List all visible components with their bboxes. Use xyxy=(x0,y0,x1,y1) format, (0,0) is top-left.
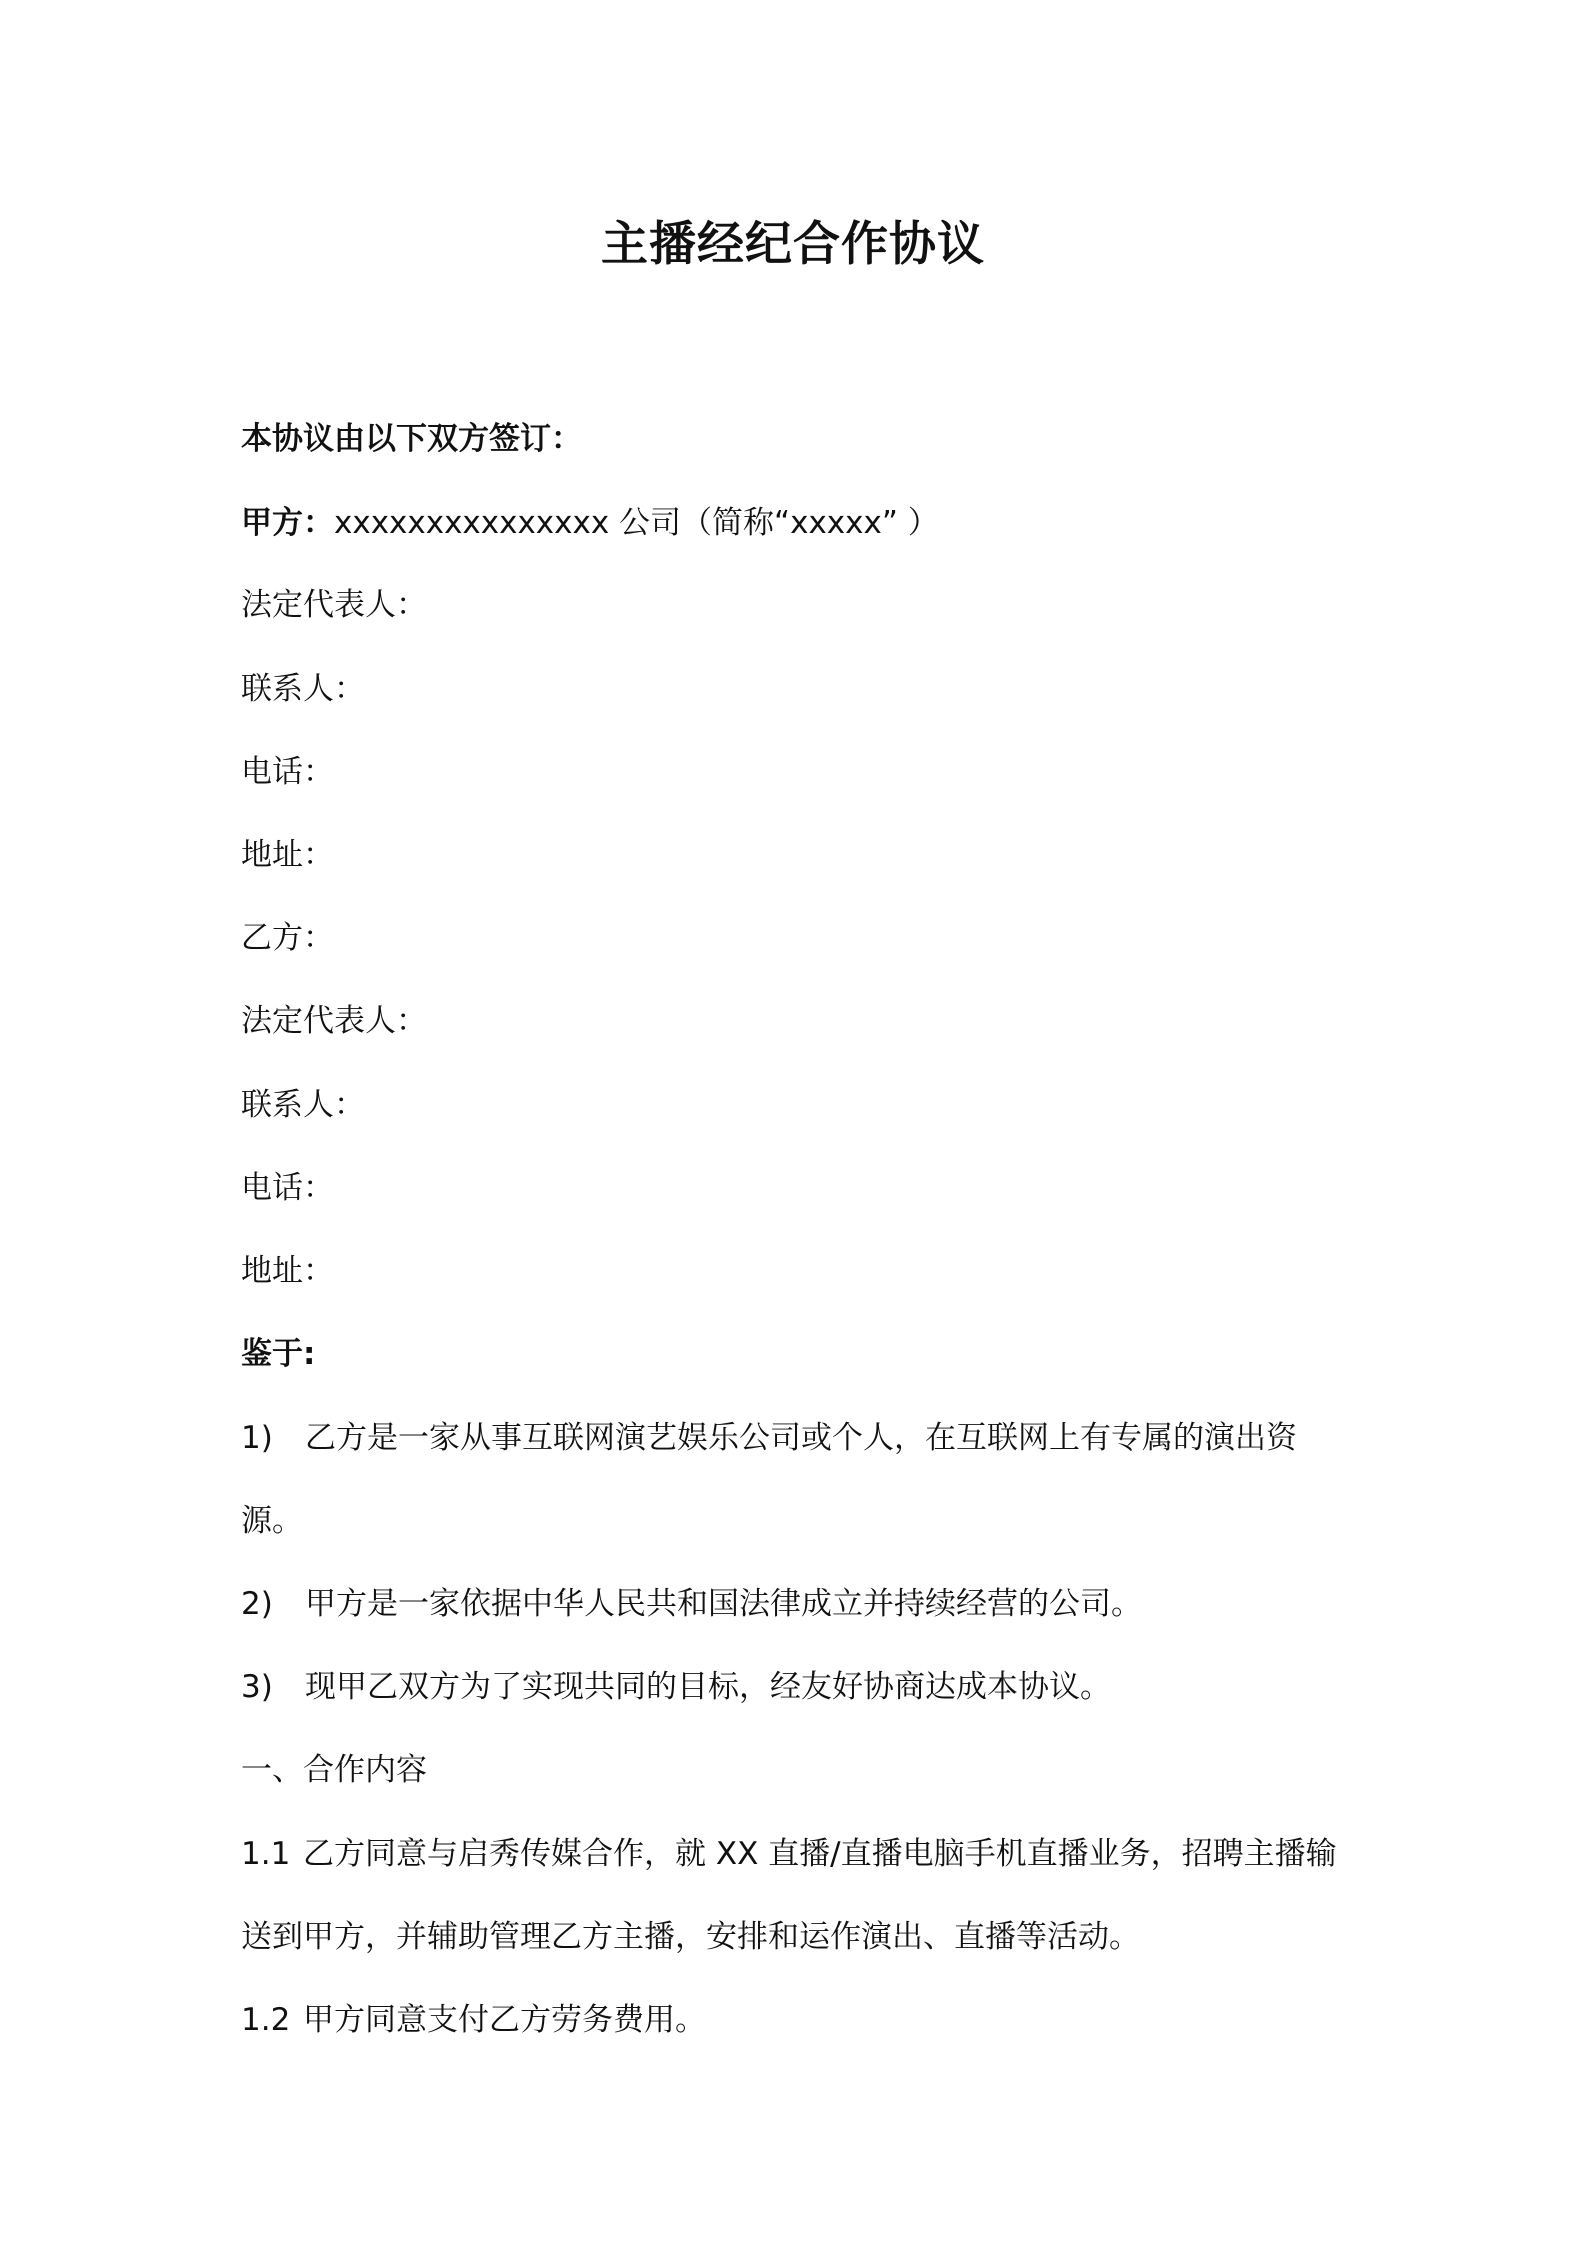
whereas-item-2 xyxy=(241,1582,1142,1626)
party-b-contact: 联系人： xyxy=(241,1087,365,1123)
party-b-address: 地址： xyxy=(241,1253,334,1289)
clause-1-1-cont: 送到甲方，并辅助管理乙方主播，安排和运作演出、直播等活动。 xyxy=(241,1919,1140,1955)
party-a-label: 甲方： xyxy=(241,505,334,541)
whereas-item-3-text: 现甲乙双方为了实现共同的目标，经友好协商达成本协议。 xyxy=(305,1669,1111,1705)
document-title: 主播经纪合作协议 xyxy=(601,217,985,272)
whereas-item-1-num: 1) xyxy=(241,1420,273,1456)
clause-1-2-num: 1.2 xyxy=(241,2002,291,2038)
clause-1-2 xyxy=(241,1998,706,2042)
party-a-contact: 联系人： xyxy=(241,671,365,707)
clause-1-1-num: 1.1 xyxy=(241,1836,291,1872)
clause-1-1-text: 乙方同意与启秀传媒合作，就 XX 直播/直播电脑手机直播业务，招聘主播输 xyxy=(303,1836,1337,1872)
whereas-item-1-text: 乙方是一家从事互联网演艺娱乐公司或个人，在互联网上有专属的演出资 xyxy=(305,1420,1297,1456)
whereas-item-2-text: 甲方是一家依据中华人民共和国法律成立并持续经营的公司。 xyxy=(305,1586,1142,1622)
section-1-heading: 一、合作内容 xyxy=(241,1752,427,1788)
whereas-item-2-num: 2) xyxy=(241,1586,273,1622)
intro-text: 本协议由以下双方签订： xyxy=(241,421,582,457)
whereas-item-1 xyxy=(241,1416,1297,1460)
whereas-item-3 xyxy=(241,1665,1111,1709)
party-a-legal-rep: 法定代表人： xyxy=(241,587,427,623)
party-a-address: 地址： xyxy=(241,837,334,873)
party-a-line xyxy=(241,501,939,545)
party-b-label: 乙方： xyxy=(241,920,334,956)
whereas-item-1-cont: 源。 xyxy=(241,1503,303,1539)
whereas-item-3-num: 3) xyxy=(241,1669,273,1705)
whereas-heading: 鉴于: xyxy=(241,1336,316,1372)
clause-1-2-text: 甲方同意支付乙方劳务费用。 xyxy=(303,2002,706,2038)
party-b-legal-rep: 法定代表人： xyxy=(241,1003,427,1039)
clause-1-1 xyxy=(241,1832,1337,1876)
party-a-value: xxxxxxxxxxxxxxx 公司（简称“xxxxx” ） xyxy=(334,505,939,541)
party-a-phone: 电话： xyxy=(241,754,334,790)
party-b-phone: 电话： xyxy=(241,1170,334,1206)
